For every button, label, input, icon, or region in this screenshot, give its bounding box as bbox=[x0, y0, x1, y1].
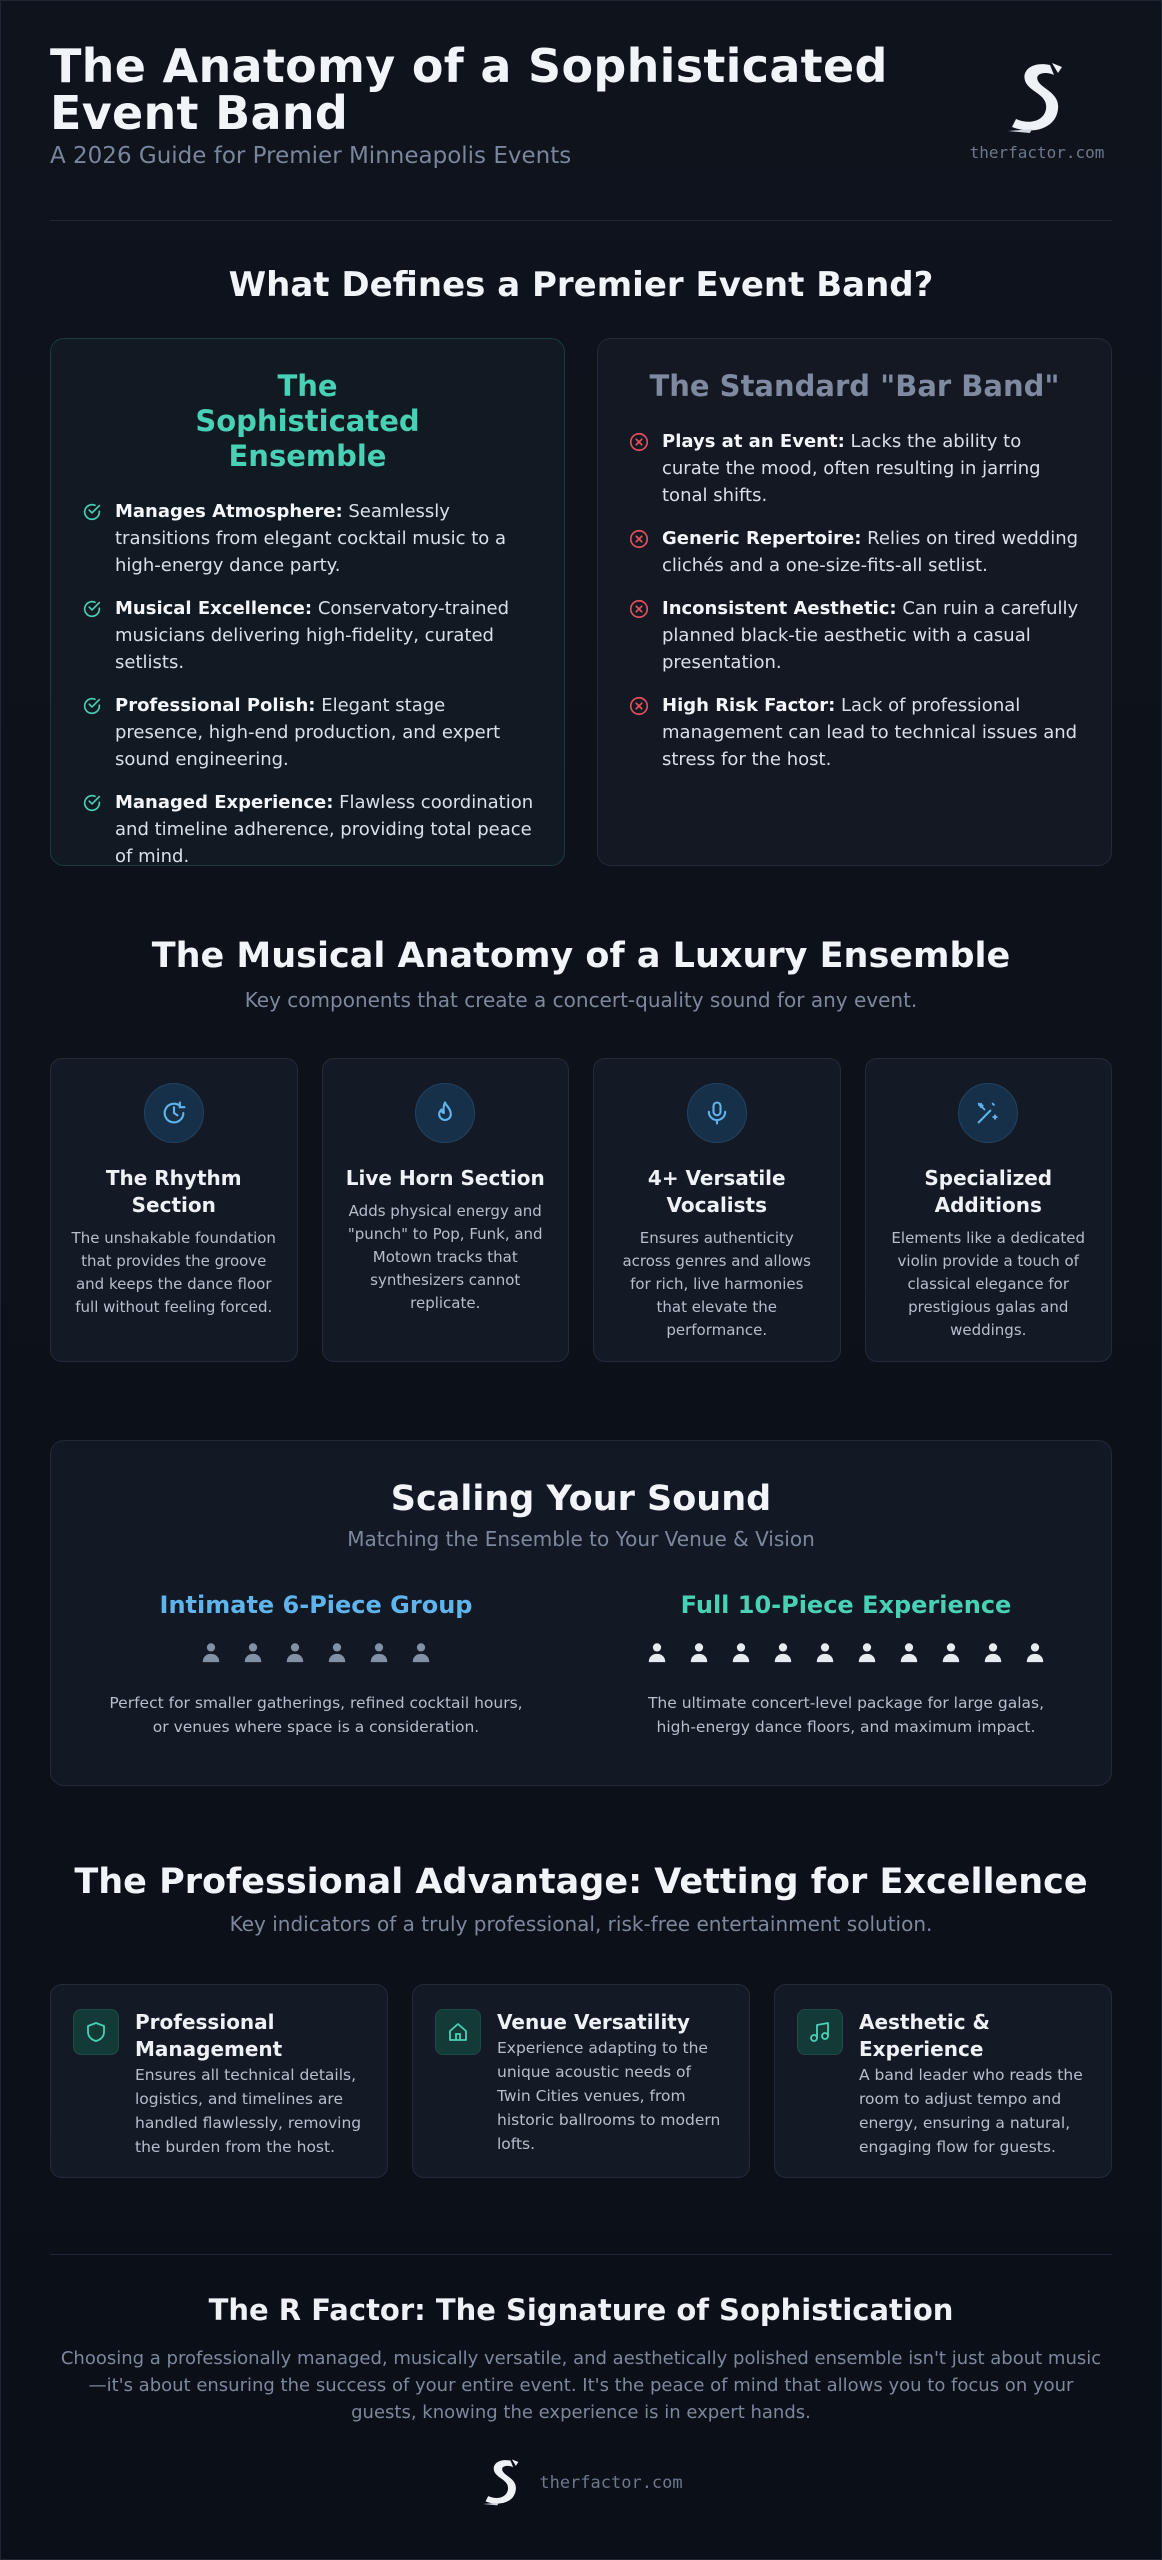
vetting-card-description: Experience adapting to the unique acoustic needs of Twin Cities venues, from historic ballrooms to modern lofts. bbox=[497, 2039, 721, 2153]
list-item-description: Flawless coordination and timeline adherence, providing total peace of mind. bbox=[115, 792, 534, 867]
check-circle-icon bbox=[81, 598, 103, 620]
scaling-option bbox=[581, 1591, 1111, 1739]
bar-band-heading: The Standard "Bar Band" bbox=[649, 369, 1060, 403]
vetting-card-description: Ensures all technical details, logistics, and timelines are handled flawlessly, removing the burden from the host. bbox=[135, 2066, 362, 2156]
r-factor-logo-icon bbox=[1002, 59, 1072, 139]
list-item bbox=[81, 498, 534, 579]
compare-section bbox=[50, 265, 1112, 866]
musician-count-row bbox=[631, 1639, 1061, 1665]
list-item-text bbox=[662, 428, 1081, 509]
list-item bbox=[628, 692, 1081, 773]
fire-icon bbox=[431, 1099, 459, 1127]
person-icon bbox=[242, 1639, 264, 1665]
list-item bbox=[628, 525, 1081, 579]
x-circle-icon bbox=[628, 431, 650, 453]
person-icon bbox=[856, 1639, 878, 1665]
footer-title: The R Factor: The Signature of Sophistication bbox=[208, 2293, 954, 2327]
person-icon bbox=[940, 1639, 962, 1665]
anatomy-card-title: Live Horn Section bbox=[345, 1166, 545, 1190]
list-item bbox=[81, 595, 534, 676]
check-circle-icon bbox=[81, 695, 103, 717]
vetting-title: The Professional Advantage: Vetting for Excellence bbox=[74, 1862, 1088, 1902]
rhythm-icon bbox=[160, 1099, 188, 1127]
scaling-title: Scaling Your Sound bbox=[390, 1479, 772, 1519]
list-item-description: Lacks the ability to curate the mood, often resulting in jarring tonal shifts. bbox=[662, 431, 1041, 506]
person-icon bbox=[368, 1639, 390, 1665]
anatomy-subtitle: Key components that create a concert-quality sound for any event. bbox=[244, 988, 918, 1012]
list-item-description: Seamlessly transitions from elegant cocktail music to a high-energy dance party. bbox=[115, 501, 507, 576]
vetting-card-title: Professional Management bbox=[135, 2010, 283, 2061]
vetting-icon-badge bbox=[73, 2009, 119, 2055]
list-item-label: Managed Experience: bbox=[115, 792, 334, 813]
list-item-label: Plays at an Event: bbox=[662, 431, 845, 452]
person-icon bbox=[772, 1639, 794, 1665]
list-item-text bbox=[115, 692, 534, 773]
musician-count-row bbox=[101, 1639, 531, 1665]
vetting-card bbox=[412, 1984, 750, 2178]
list-item-label: Inconsistent Aesthetic: bbox=[662, 598, 897, 619]
list-item-text bbox=[662, 595, 1081, 676]
anatomy-icon-badge bbox=[415, 1083, 475, 1143]
footer-brand[interactable] bbox=[50, 2456, 1112, 2510]
bar-band-list bbox=[628, 428, 1081, 773]
person-icon bbox=[326, 1639, 348, 1665]
anatomy-cards bbox=[50, 1058, 1112, 1362]
anatomy-section bbox=[50, 936, 1112, 1362]
list-item-description: Conservatory-trained musicians delivering high-fidelity, curated setlists. bbox=[115, 598, 510, 673]
anatomy-card bbox=[322, 1058, 570, 1362]
person-icon bbox=[646, 1639, 668, 1665]
list-item bbox=[81, 789, 534, 870]
page-title: The Anatomy of a Sophisticated Event Band bbox=[50, 39, 888, 140]
list-item bbox=[628, 428, 1081, 509]
vetting-card-body bbox=[497, 2009, 729, 2177]
vetting-card-title: Venue Versatility bbox=[497, 2010, 690, 2034]
vetting-section bbox=[50, 1862, 1112, 2178]
anatomy-card-description: Elements like a dedicated violin provide a touch of classical elegance for prestigious galas and weddings. bbox=[891, 1229, 1086, 1339]
list-item-label: Manages Atmosphere: bbox=[115, 501, 343, 522]
scaling-option-title: Full 10-Piece Experience bbox=[680, 1591, 1012, 1619]
person-icon bbox=[284, 1639, 306, 1665]
anatomy-icon-badge bbox=[687, 1083, 747, 1143]
vetting-card-title: Aesthetic & Experience bbox=[859, 2010, 990, 2061]
scaling-option-description: The ultimate concert-level package for large galas, high-energy dance floors, and maximum impact. bbox=[647, 1694, 1045, 1736]
anatomy-title: The Musical Anatomy of a Luxury Ensemble bbox=[151, 936, 1011, 976]
footer-url: therfactor.com bbox=[539, 2473, 683, 2493]
list-item-label: Generic Repertoire: bbox=[662, 528, 862, 549]
anatomy-card-title: The Rhythm Section bbox=[105, 1166, 242, 1217]
list-item bbox=[81, 692, 534, 773]
x-circle-icon bbox=[628, 528, 650, 550]
microphone-icon bbox=[703, 1099, 731, 1127]
list-item-label: Musical Excellence: bbox=[115, 598, 313, 619]
person-icon bbox=[814, 1639, 836, 1665]
list-item-description: Can ruin a carefully planned black-tie aesthetic with a casual presentation. bbox=[662, 598, 1079, 673]
page-footer bbox=[50, 2254, 1112, 2510]
check-circle-icon bbox=[81, 501, 103, 523]
scaling-option-description: Perfect for smaller gatherings, refined cocktail hours, or venues where space is a consideration. bbox=[109, 1694, 523, 1736]
anatomy-card bbox=[50, 1058, 298, 1362]
bar-band-card bbox=[597, 338, 1112, 866]
compare-cards bbox=[50, 338, 1112, 866]
anatomy-card-description: Ensures authenticity across genres and allows for rich, live harmonies that elevate the performance. bbox=[622, 1229, 812, 1339]
person-icon bbox=[1024, 1639, 1046, 1665]
vetting-card-body bbox=[859, 2009, 1091, 2177]
person-icon bbox=[898, 1639, 920, 1665]
anatomy-card bbox=[593, 1058, 841, 1362]
sophisticated-ensemble-heading: The Sophisticated Ensemble bbox=[195, 369, 420, 473]
anatomy-card-title: Specialized Additions bbox=[924, 1166, 1053, 1217]
list-item-description: Relies on tired wedding clichés and a one-size-fits-all setlist. bbox=[662, 528, 1079, 576]
shield-icon bbox=[84, 2020, 108, 2044]
page-subtitle: A 2026 Guide for Premier Minneapolis Events bbox=[50, 143, 572, 169]
vetting-card bbox=[774, 1984, 1112, 2178]
anatomy-card-description: The unshakable foundation that provides the groove and keeps the dance floor full without feeling forced. bbox=[71, 1229, 276, 1316]
vetting-icon-badge bbox=[797, 2009, 843, 2055]
list-item-label: Professional Polish: bbox=[115, 695, 316, 716]
scaling-option bbox=[51, 1591, 581, 1739]
list-item-label: High Risk Factor: bbox=[662, 695, 836, 716]
vetting-card-description: A band leader who reads the room to adjust tempo and energy, ensuring a natural, engaging flow for guests. bbox=[859, 2066, 1083, 2156]
person-icon bbox=[410, 1639, 432, 1665]
compare-title: What Defines a Premier Event Band? bbox=[228, 265, 934, 305]
scaling-options bbox=[51, 1591, 1111, 1739]
brand-logo[interactable] bbox=[962, 59, 1112, 162]
r-factor-logo-icon bbox=[479, 2456, 525, 2510]
anatomy-card-description: Adds physical energy and "punch" to Pop, Funk, and Motown tracks that synthesizers cannot replicate. bbox=[347, 1202, 543, 1312]
person-icon bbox=[200, 1639, 222, 1665]
scaling-option-title: Intimate 6-Piece Group bbox=[159, 1591, 473, 1619]
scaling-subtitle: Matching the Ensemble to Your Venue & Vision bbox=[347, 1527, 815, 1551]
vetting-cards bbox=[50, 1984, 1112, 2178]
music-note-icon bbox=[808, 2020, 832, 2044]
sophisticated-ensemble-card bbox=[50, 338, 565, 866]
vetting-card-body bbox=[135, 2009, 367, 2177]
anatomy-card bbox=[865, 1058, 1113, 1362]
list-item-text bbox=[662, 692, 1081, 773]
vetting-subtitle: Key indicators of a truly professional, risk-free entertainment solution. bbox=[229, 1912, 933, 1936]
anatomy-icon-badge bbox=[958, 1083, 1018, 1143]
x-circle-icon bbox=[628, 598, 650, 620]
person-icon bbox=[982, 1639, 1004, 1665]
vetting-icon-badge bbox=[435, 2009, 481, 2055]
list-item-description: Lack of professional management can lead to technical issues and stress for the host. bbox=[662, 695, 1078, 770]
footer-body: Choosing a professionally managed, musically versatile, and aesthetically polished ensemble isn't just about music—it's about ensuring the success of your entire event. It's the peace of mind that allows you to focus on your guests, knowing the experience is in expert hands. bbox=[60, 2348, 1102, 2423]
scaling-section bbox=[50, 1440, 1112, 1786]
check-circle-icon bbox=[81, 792, 103, 814]
list-item-text bbox=[115, 595, 534, 676]
list-item-text bbox=[115, 789, 534, 870]
home-icon bbox=[446, 2020, 470, 2044]
anatomy-card-title: 4+ Versatile Vocalists bbox=[647, 1166, 786, 1217]
list-item bbox=[628, 595, 1081, 676]
list-item-text bbox=[115, 498, 534, 579]
list-item-description: Elegant stage presence, high-end production, and expert sound engineering. bbox=[115, 695, 501, 770]
sophisticated-ensemble-list bbox=[81, 498, 534, 870]
x-circle-icon bbox=[628, 695, 650, 717]
brand-url: therfactor.com bbox=[969, 143, 1105, 162]
person-icon bbox=[688, 1639, 710, 1665]
page-header bbox=[50, 1, 1112, 221]
anatomy-icon-badge bbox=[144, 1083, 204, 1143]
person-icon bbox=[730, 1639, 752, 1665]
list-item-text bbox=[662, 525, 1081, 579]
sparkle-wand-icon bbox=[974, 1099, 1002, 1127]
vetting-card bbox=[50, 1984, 388, 2178]
